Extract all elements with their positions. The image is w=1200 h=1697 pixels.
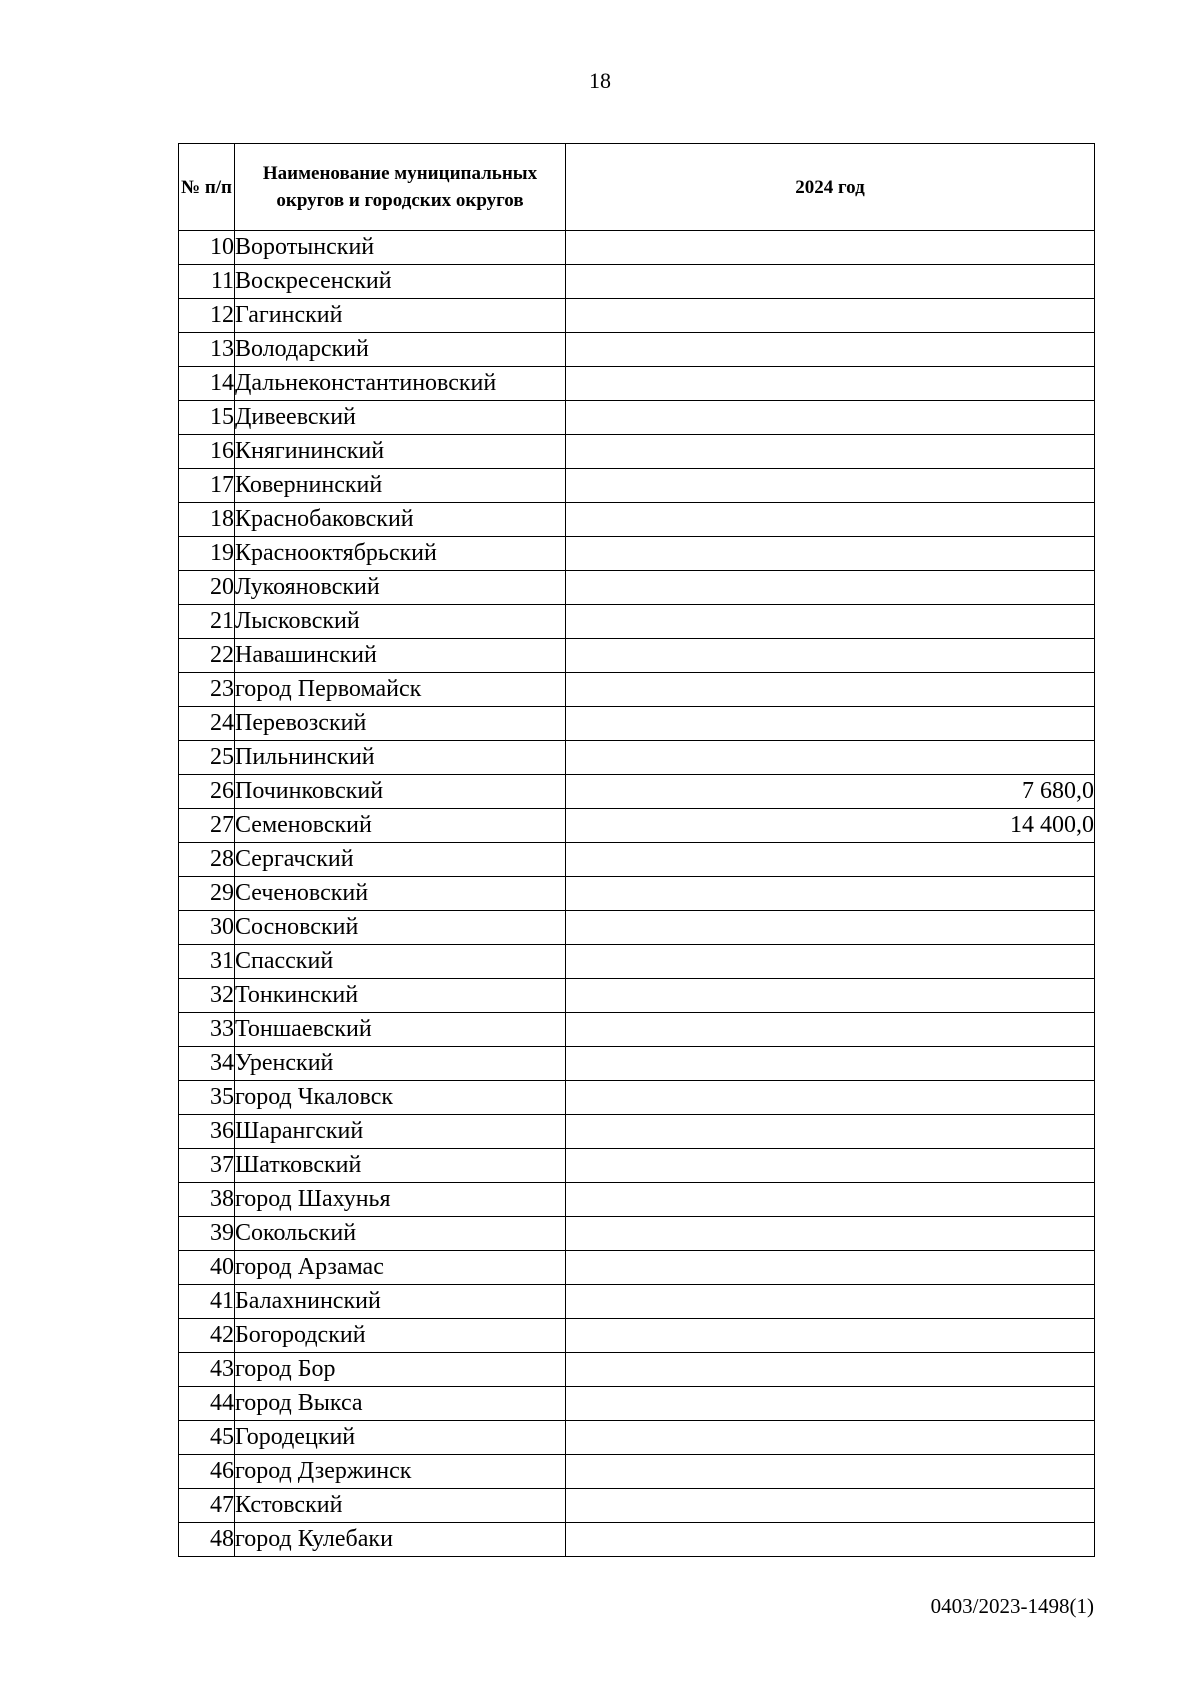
table-row: [179, 775, 1095, 809]
value-2024: [566, 299, 1095, 333]
value-2024: [566, 1455, 1095, 1489]
row-number: 11: [179, 265, 235, 299]
table-header-row: [179, 144, 1095, 231]
table-row: [179, 1149, 1095, 1183]
table-row: [179, 809, 1095, 843]
district-name: Балахнинский: [235, 1285, 566, 1319]
row-number: 42: [179, 1319, 235, 1353]
row-number: 19: [179, 537, 235, 571]
district-name: Дальнеконстантиновский: [235, 367, 566, 401]
value-2024: [566, 503, 1095, 537]
value-2024: [566, 1285, 1095, 1319]
row-number: 45: [179, 1421, 235, 1455]
table-row: [179, 469, 1095, 503]
district-name: город Чкаловск: [235, 1081, 566, 1115]
row-number: 38: [179, 1183, 235, 1217]
value-2024: [566, 537, 1095, 571]
municipal-districts-table: [178, 143, 1095, 1557]
table-row: [179, 707, 1095, 741]
district-name: Дивеевский: [235, 401, 566, 435]
row-number: 20: [179, 571, 235, 605]
table-row: [179, 1047, 1095, 1081]
value-2024: [566, 1183, 1095, 1217]
value-2024: [566, 333, 1095, 367]
table-row: [179, 945, 1095, 979]
value-2024: 7 680,0: [566, 775, 1095, 809]
table-row: [179, 1353, 1095, 1387]
row-number: 30: [179, 911, 235, 945]
table-row: [179, 911, 1095, 945]
district-name: Городецкий: [235, 1421, 566, 1455]
value-2024: 14 400,0: [566, 809, 1095, 843]
district-name: Лукояновский: [235, 571, 566, 605]
district-name: Навашинский: [235, 639, 566, 673]
district-name: Перевозский: [235, 707, 566, 741]
table-row: [179, 503, 1095, 537]
table-row: [179, 877, 1095, 911]
table-row: [179, 537, 1095, 571]
district-name: Тонкинский: [235, 979, 566, 1013]
table-row: [179, 1081, 1095, 1115]
value-2024: [566, 1353, 1095, 1387]
district-name: Воскресенский: [235, 265, 566, 299]
table-row: [179, 843, 1095, 877]
value-2024: [566, 1115, 1095, 1149]
value-2024: [566, 1251, 1095, 1285]
district-name: Шатковский: [235, 1149, 566, 1183]
row-number: 28: [179, 843, 235, 877]
row-number: 27: [179, 809, 235, 843]
table-row: [179, 1217, 1095, 1251]
district-name: Шарангский: [235, 1115, 566, 1149]
table-row: [179, 571, 1095, 605]
row-number: 35: [179, 1081, 235, 1115]
district-name: Тоншаевский: [235, 1013, 566, 1047]
value-2024: [566, 707, 1095, 741]
row-number: 41: [179, 1285, 235, 1319]
value-2024: [566, 1013, 1095, 1047]
value-2024: [566, 741, 1095, 775]
value-2024: [566, 1149, 1095, 1183]
row-number: 21: [179, 605, 235, 639]
value-2024: [566, 945, 1095, 979]
value-2024: [566, 877, 1095, 911]
row-number: 10: [179, 231, 235, 265]
district-name: Краснооктябрьский: [235, 537, 566, 571]
district-name: Починковский: [235, 775, 566, 809]
row-number: 23: [179, 673, 235, 707]
value-2024: [566, 911, 1095, 945]
row-number: 34: [179, 1047, 235, 1081]
district-name: Богородский: [235, 1319, 566, 1353]
row-number: 16: [179, 435, 235, 469]
district-name: город Кулебаки: [235, 1523, 566, 1557]
value-2024: [566, 639, 1095, 673]
table-row: [179, 1115, 1095, 1149]
row-number: 37: [179, 1149, 235, 1183]
row-number: 24: [179, 707, 235, 741]
table-row: [179, 333, 1095, 367]
table-row: [179, 231, 1095, 265]
row-number: 47: [179, 1489, 235, 1523]
row-number: 33: [179, 1013, 235, 1047]
row-number: 40: [179, 1251, 235, 1285]
table-row: [179, 299, 1095, 333]
row-number: 48: [179, 1523, 235, 1557]
document-code: 0403/2023-1498(1): [930, 1594, 1094, 1618]
district-name: Краснобаковский: [235, 503, 566, 537]
district-name: Сосновский: [235, 911, 566, 945]
table-row: [179, 1319, 1095, 1353]
value-2024: [566, 1523, 1095, 1557]
value-2024: [566, 1489, 1095, 1523]
district-name: Кстовский: [235, 1489, 566, 1523]
table-row: [179, 367, 1095, 401]
table-row: [179, 1251, 1095, 1285]
row-number: 43: [179, 1353, 235, 1387]
district-name: Уренский: [235, 1047, 566, 1081]
row-number: 13: [179, 333, 235, 367]
table-row: [179, 673, 1095, 707]
row-number: 39: [179, 1217, 235, 1251]
row-number: 17: [179, 469, 235, 503]
header-name: Наименование муниципальных округов и городских округов: [235, 144, 566, 231]
row-number: 12: [179, 299, 235, 333]
district-name: Сеченовский: [235, 877, 566, 911]
row-number: 36: [179, 1115, 235, 1149]
table-row: [179, 1183, 1095, 1217]
district-name: Ковернинский: [235, 469, 566, 503]
row-number: 31: [179, 945, 235, 979]
district-name: Семеновский: [235, 809, 566, 843]
value-2024: [566, 469, 1095, 503]
table-row: [179, 639, 1095, 673]
header-year-2024: 2024 год: [566, 144, 1095, 231]
district-name: Володарский: [235, 333, 566, 367]
row-number: 26: [179, 775, 235, 809]
value-2024: [566, 265, 1095, 299]
table-row: [179, 979, 1095, 1013]
table-row: [179, 1489, 1095, 1523]
value-2024: [566, 1081, 1095, 1115]
district-name: Княгининский: [235, 435, 566, 469]
table-row: [179, 1013, 1095, 1047]
row-number: 15: [179, 401, 235, 435]
district-name: Спасский: [235, 945, 566, 979]
header-number: № п/п: [179, 144, 235, 231]
value-2024: [566, 1047, 1095, 1081]
value-2024: [566, 1217, 1095, 1251]
table-row: [179, 265, 1095, 299]
row-number: 29: [179, 877, 235, 911]
district-name: город Шахунья: [235, 1183, 566, 1217]
table-row: [179, 1523, 1095, 1557]
row-number: 32: [179, 979, 235, 1013]
district-name: Пильнинский: [235, 741, 566, 775]
district-name: город Дзержинск: [235, 1455, 566, 1489]
value-2024: [566, 367, 1095, 401]
value-2024: [566, 571, 1095, 605]
table-row: [179, 1455, 1095, 1489]
district-name: Воротынский: [235, 231, 566, 265]
table-row: [179, 741, 1095, 775]
district-name: город Арзамас: [235, 1251, 566, 1285]
district-name: Гагинский: [235, 299, 566, 333]
value-2024: [566, 1319, 1095, 1353]
value-2024: [566, 231, 1095, 265]
district-name: Лысковский: [235, 605, 566, 639]
row-number: 18: [179, 503, 235, 537]
table-row: [179, 435, 1095, 469]
district-name: город Бор: [235, 1353, 566, 1387]
value-2024: [566, 435, 1095, 469]
row-number: 46: [179, 1455, 235, 1489]
value-2024: [566, 673, 1095, 707]
table-row: [179, 401, 1095, 435]
value-2024: [566, 605, 1095, 639]
table-row: [179, 1421, 1095, 1455]
value-2024: [566, 401, 1095, 435]
row-number: 14: [179, 367, 235, 401]
district-name: город Выкса: [235, 1387, 566, 1421]
page-number: 18: [589, 68, 611, 93]
row-number: 22: [179, 639, 235, 673]
value-2024: [566, 1421, 1095, 1455]
value-2024: [566, 843, 1095, 877]
district-name: Сергачский: [235, 843, 566, 877]
value-2024: [566, 979, 1095, 1013]
table-row: [179, 605, 1095, 639]
table-row: [179, 1387, 1095, 1421]
row-number: 44: [179, 1387, 235, 1421]
table-row: [179, 1285, 1095, 1319]
row-number: 25: [179, 741, 235, 775]
district-name: Сокольский: [235, 1217, 566, 1251]
table-body: [179, 231, 1095, 1557]
value-2024: [566, 1387, 1095, 1421]
district-name: город Первомайск: [235, 673, 566, 707]
